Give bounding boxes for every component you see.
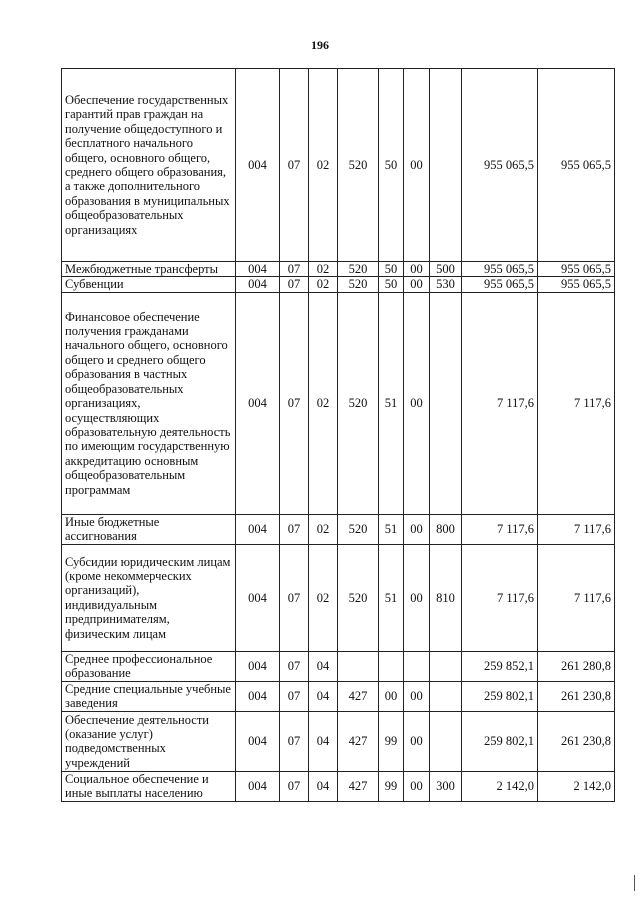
amount-year-1: 955 065,5 bbox=[462, 277, 538, 292]
amount-year-1: 259 852,1 bbox=[462, 651, 538, 681]
subsection-code: 02 bbox=[309, 544, 338, 651]
expense-type-code: 530 bbox=[430, 277, 462, 292]
expense-type-code bbox=[430, 651, 462, 681]
table-row bbox=[62, 771, 615, 801]
amount-year-2: 955 065,5 bbox=[538, 277, 615, 292]
subsection-code: 02 bbox=[309, 69, 338, 262]
table-row bbox=[62, 514, 615, 544]
row-name: Субвенции bbox=[62, 277, 236, 292]
expense-type-code: 300 bbox=[430, 771, 462, 801]
amount-year-1: 259 802,1 bbox=[462, 681, 538, 711]
amount-year-1: 955 065,5 bbox=[462, 69, 538, 262]
row-name: Субсидии юридическим лицам (кроме некоммерческих организаций), индивидуальным предпринимателям, физическим лицам bbox=[62, 544, 236, 651]
amount-year-2: 261 230,8 bbox=[538, 711, 615, 771]
ministry-code: 004 bbox=[236, 544, 280, 651]
amount-year-2: 7 117,6 bbox=[538, 514, 615, 544]
table-row bbox=[62, 681, 615, 711]
target-article-code bbox=[338, 651, 379, 681]
page-number: 196 bbox=[311, 38, 329, 52]
amount-year-2: 261 280,8 bbox=[538, 651, 615, 681]
target-article-element: 00 bbox=[404, 544, 430, 651]
ministry-code: 004 bbox=[236, 292, 280, 514]
subsection-code: 04 bbox=[309, 711, 338, 771]
target-article-element: 00 bbox=[404, 292, 430, 514]
row-name: Обеспечение деятельности (оказание услуг) подведомственных учреждений bbox=[62, 711, 236, 771]
target-article-element: 00 bbox=[404, 277, 430, 292]
ministry-code: 004 bbox=[236, 651, 280, 681]
target-article-subcode: 99 bbox=[379, 771, 404, 801]
amount-year-2: 261 230,8 bbox=[538, 681, 615, 711]
row-name: Межбюджетные трансферты bbox=[62, 262, 236, 277]
subsection-code: 04 bbox=[309, 651, 338, 681]
target-article-element: 00 bbox=[404, 771, 430, 801]
row-name: Средние специальные учебные заведения bbox=[62, 681, 236, 711]
table-row bbox=[62, 69, 615, 262]
target-article-element: 00 bbox=[404, 262, 430, 277]
amount-year-2: 955 065,5 bbox=[538, 69, 615, 262]
ministry-code: 004 bbox=[236, 69, 280, 262]
target-article-code: 520 bbox=[338, 514, 379, 544]
subsection-code: 02 bbox=[309, 262, 338, 277]
amount-year-1: 7 117,6 bbox=[462, 544, 538, 651]
table-row bbox=[62, 711, 615, 771]
expense-type-code bbox=[430, 292, 462, 514]
table-row bbox=[62, 262, 615, 277]
ministry-code: 004 bbox=[236, 514, 280, 544]
table-row bbox=[62, 544, 615, 651]
target-article-subcode: 00 bbox=[379, 681, 404, 711]
subsection-code: 04 bbox=[309, 681, 338, 711]
ministry-code: 004 bbox=[236, 262, 280, 277]
section-code: 07 bbox=[280, 69, 309, 262]
row-name: Среднее профессиональное образование bbox=[62, 651, 236, 681]
section-code: 07 bbox=[280, 544, 309, 651]
target-article-code: 427 bbox=[338, 681, 379, 711]
amount-year-1: 7 117,6 bbox=[462, 514, 538, 544]
amount-year-2: 955 065,5 bbox=[538, 262, 615, 277]
row-name: Обеспечение государственных гарантий прав граждан на получение общедоступного и бесплатного начального общего, основного общего, среднего общего образования, а также дополнительного образования в муниципальных общеобразовательных организациях bbox=[62, 69, 236, 262]
amount-year-1: 7 117,6 bbox=[462, 292, 538, 514]
row-name: Иные бюджетные ассигнования bbox=[62, 514, 236, 544]
section-code: 07 bbox=[280, 771, 309, 801]
expense-type-code bbox=[430, 69, 462, 262]
target-article-element: 00 bbox=[404, 681, 430, 711]
target-article-subcode bbox=[379, 651, 404, 681]
target-article-subcode: 50 bbox=[379, 69, 404, 262]
amount-year-1: 259 802,1 bbox=[462, 711, 538, 771]
target-article-element: 00 bbox=[404, 69, 430, 262]
table-row bbox=[62, 651, 615, 681]
ministry-code: 004 bbox=[236, 681, 280, 711]
target-article-subcode: 51 bbox=[379, 544, 404, 651]
expense-type-code: 800 bbox=[430, 514, 462, 544]
expense-type-code bbox=[430, 711, 462, 771]
target-article-code: 427 bbox=[338, 771, 379, 801]
amount-year-1: 2 142,0 bbox=[462, 771, 538, 801]
amount-year-2: 7 117,6 bbox=[538, 544, 615, 651]
margin-mark bbox=[634, 875, 635, 891]
amount-year-2: 2 142,0 bbox=[538, 771, 615, 801]
target-article-code: 520 bbox=[338, 544, 379, 651]
table-row bbox=[62, 292, 615, 514]
target-article-subcode: 51 bbox=[379, 292, 404, 514]
expense-type-code bbox=[430, 681, 462, 711]
target-article-code: 520 bbox=[338, 262, 379, 277]
subsection-code: 02 bbox=[309, 514, 338, 544]
section-code: 07 bbox=[280, 277, 309, 292]
table-row bbox=[62, 277, 615, 292]
subsection-code: 02 bbox=[309, 277, 338, 292]
section-code: 07 bbox=[280, 681, 309, 711]
target-article-element bbox=[404, 651, 430, 681]
row-name: Финансовое обеспечение получения гражданами начального общего, основного общего и среднего общего образования в частных общеобразовательных организациях, осуществляющих образовательную деятельность по имеющим государственную аккредитацию основным общеобразовательным программам bbox=[62, 292, 236, 514]
section-code: 07 bbox=[280, 514, 309, 544]
target-article-code: 520 bbox=[338, 292, 379, 514]
ministry-code: 004 bbox=[236, 771, 280, 801]
section-code: 07 bbox=[280, 711, 309, 771]
ministry-code: 004 bbox=[236, 277, 280, 292]
subsection-code: 04 bbox=[309, 771, 338, 801]
target-article-subcode: 51 bbox=[379, 514, 404, 544]
target-article-subcode: 99 bbox=[379, 711, 404, 771]
target-article-code: 520 bbox=[338, 69, 379, 262]
amount-year-2: 7 117,6 bbox=[538, 292, 615, 514]
target-article-element: 00 bbox=[404, 711, 430, 771]
row-name: Социальное обеспечение и иные выплаты населению bbox=[62, 771, 236, 801]
subsection-code: 02 bbox=[309, 292, 338, 514]
target-article-subcode: 50 bbox=[379, 262, 404, 277]
section-code: 07 bbox=[280, 262, 309, 277]
expense-type-code: 810 bbox=[430, 544, 462, 651]
target-article-subcode: 50 bbox=[379, 277, 404, 292]
amount-year-1: 955 065,5 bbox=[462, 262, 538, 277]
expense-type-code: 500 bbox=[430, 262, 462, 277]
target-article-element: 00 bbox=[404, 514, 430, 544]
target-article-code: 427 bbox=[338, 711, 379, 771]
section-code: 07 bbox=[280, 651, 309, 681]
ministry-code: 004 bbox=[236, 711, 280, 771]
target-article-code: 520 bbox=[338, 277, 379, 292]
budget-table bbox=[61, 68, 615, 802]
section-code: 07 bbox=[280, 292, 309, 514]
